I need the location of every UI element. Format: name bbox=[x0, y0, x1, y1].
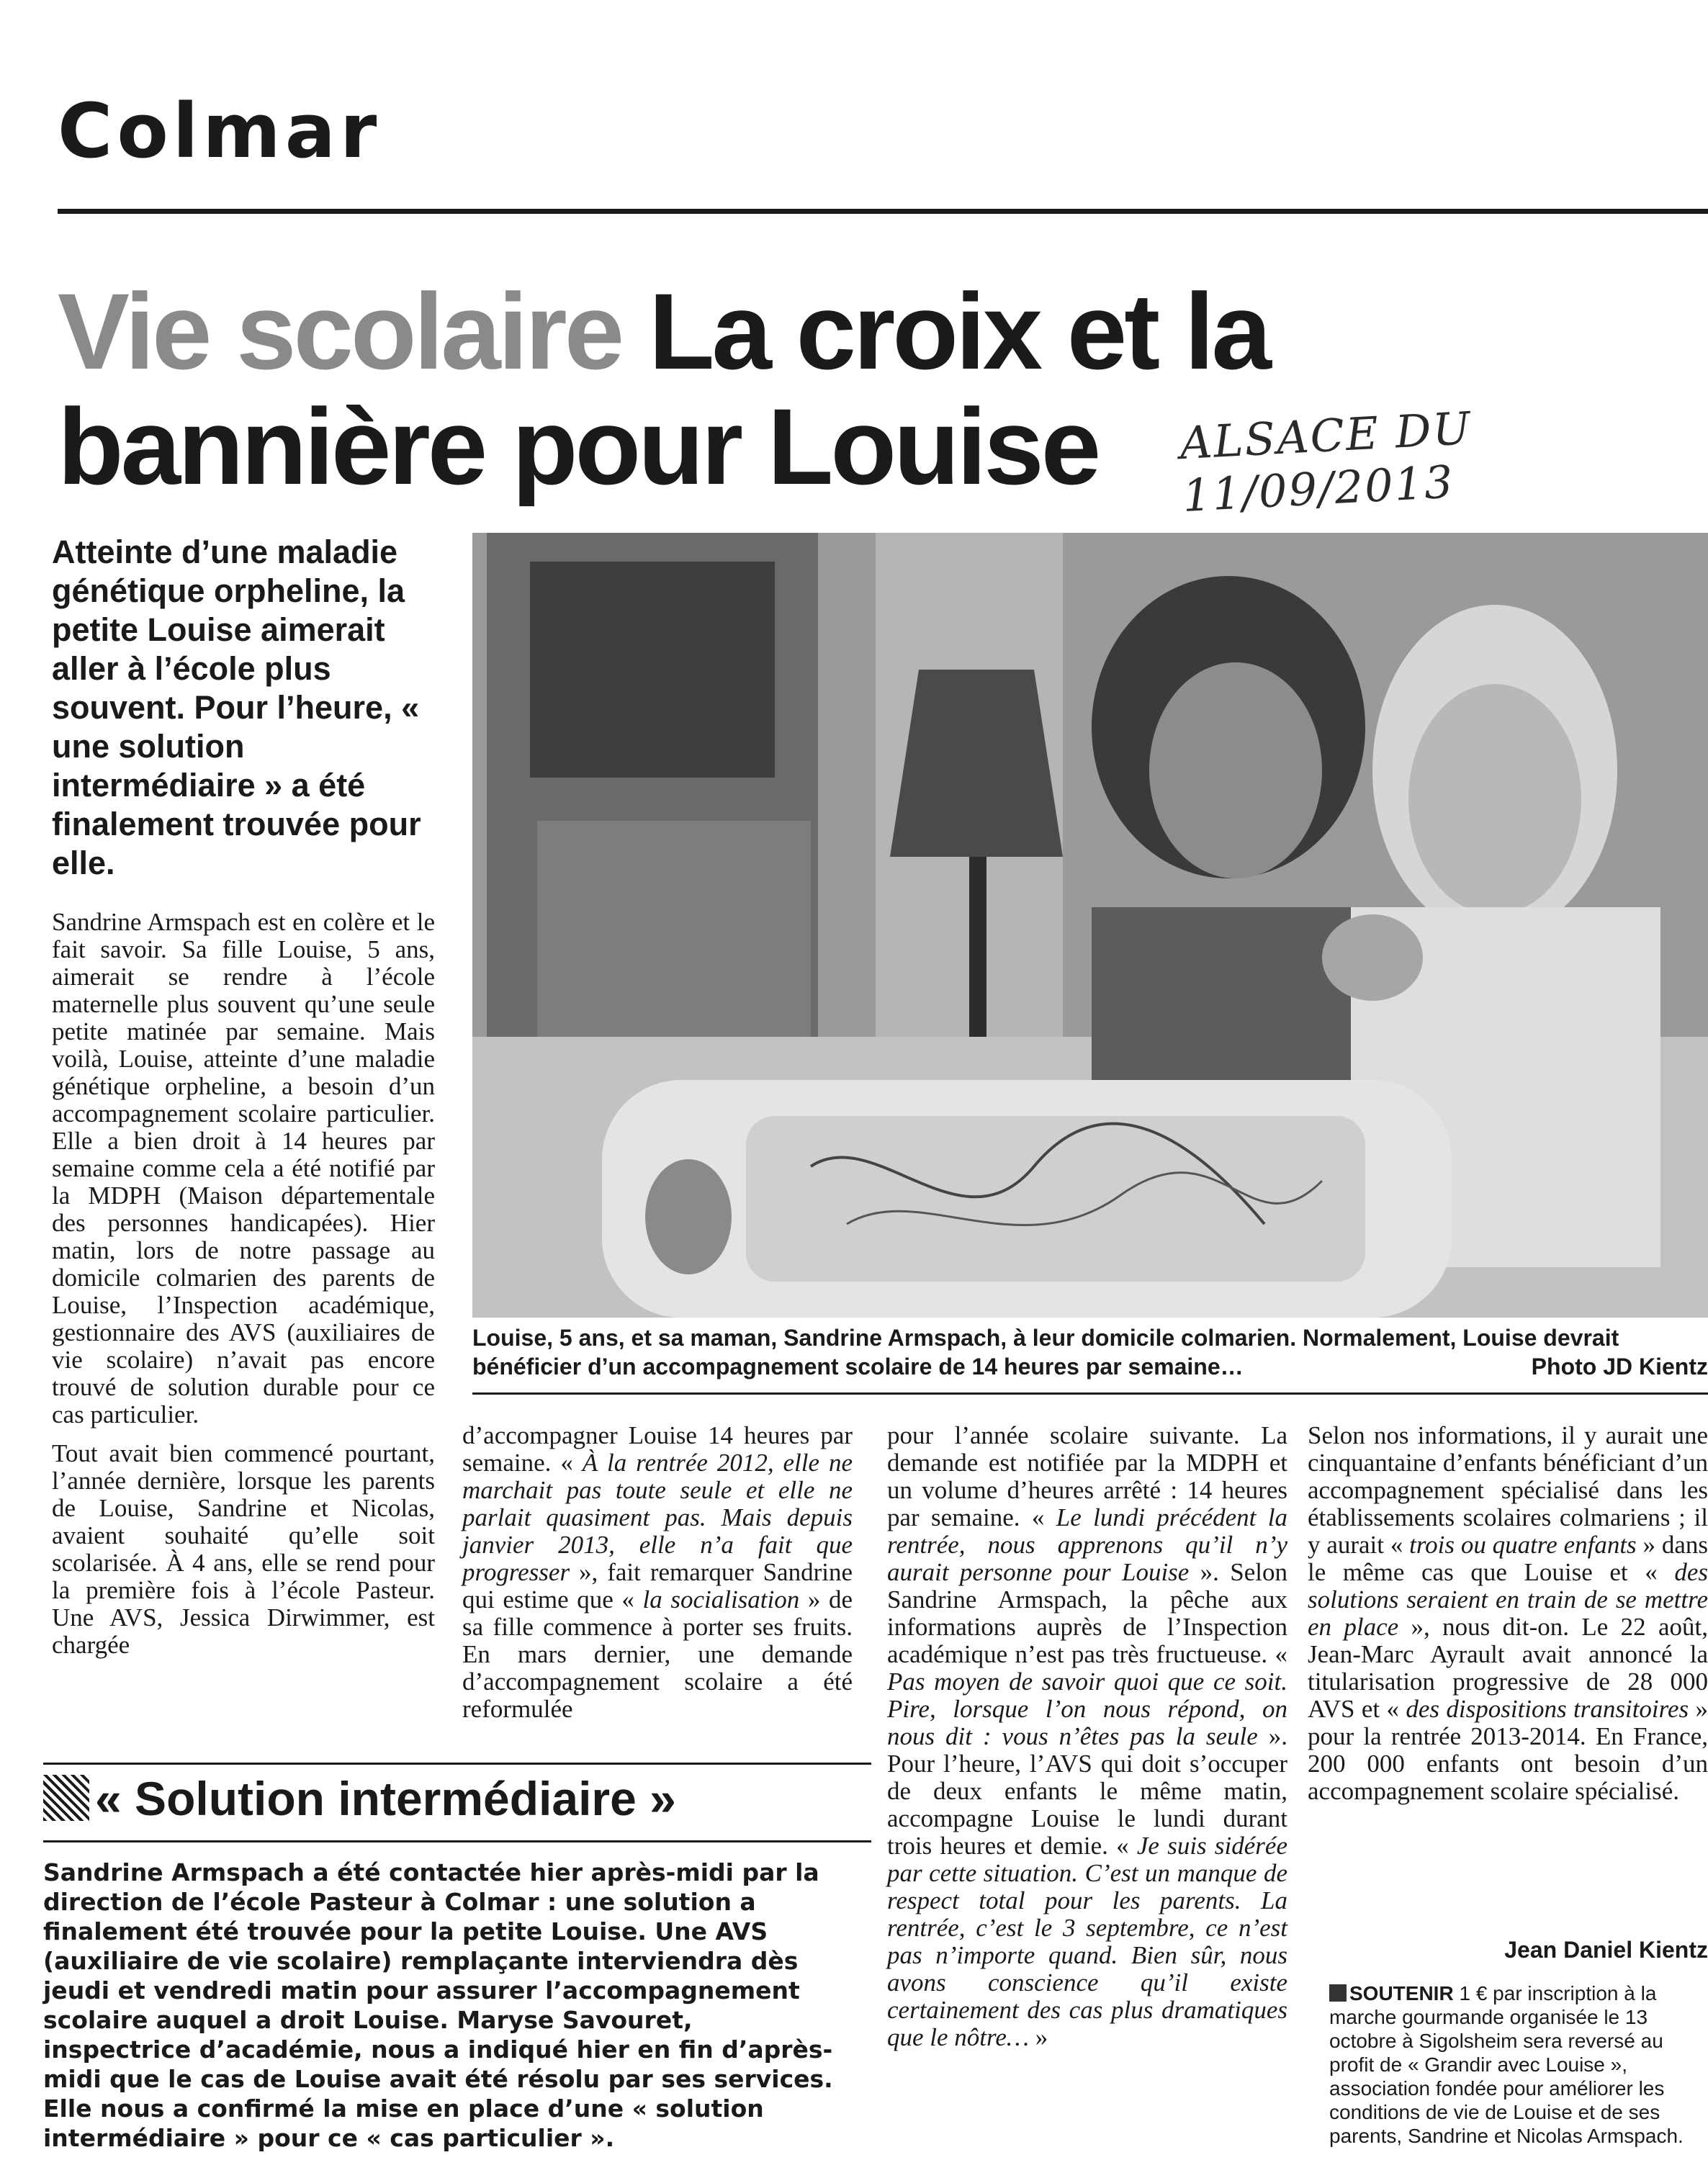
paragraph: pour l’année scolaire suivante. La demande est notifiée par la MDPH et un volume d’heures arrêté : 14 heures par semaine. « Le lundi précédent la rentrée, nous apprenons qu’il n’y aurait personne pour Louise ». Selon Sandrine Armspach, la pêche aux informations auprès de l’Inspection académique n’est pas très fructueuse. « Pas moyen de savoir quoi que ce soit. Pire, lorsque l’on nous répond, on nous dit : vous n’êtes pas la seule ». Pour l’heure, l’AVS qui doit s’occuper de deux enfants le même matin, accompagne Louise le lundi durant trois heures et demie. « Je suis sidérée par cette situation. C’est un manque de respect total pour les parents. La rentrée, c’est le 3 septembre, ce n’est pas n’importe quand. Bien sûr, nous avons conscience qu’il existe certainement des cas plus dramatiques que le nôtre… » bbox=[887, 1421, 1288, 2051]
article-column-3 bbox=[887, 1422, 1287, 2063]
author-signature: Jean Daniel Kientz bbox=[1504, 1937, 1708, 1963]
quote: Pas moyen de savoir quoi que ce soit. Pire, lorsque l’on nous répond, on nous dit : vous n’êtes pas la seule bbox=[887, 1668, 1287, 1750]
article-column-4 bbox=[1308, 1422, 1708, 1817]
quote: des solutions seraient en train de se mettre en place bbox=[1308, 1558, 1708, 1641]
quote: Je suis sidérée par cette situation. C’est un manque de respect total pour les parents. La rentrée, c’est le 3 septembre, ce n’est pas n’importe quand. Bien sûr, nous avons conscience qu’il existe certainement des cas plus dramatiques que le nôtre… bbox=[887, 1832, 1287, 2051]
quote: À la rentrée 2012, elle ne marchait pas toute seule et elle ne parlait quasiment pas. Mais depuis janvier 2013, elle n’a fait que progresser bbox=[462, 1449, 853, 1586]
photo-caption-text: Louise, 5 ans, et sa maman, Sandrine Armspach, à leur domicile colmarien. Normalement, Louise devrait bénéficier d’un accompagnement scolaire de 14 heures par semaine… bbox=[472, 1325, 1619, 1380]
hatch-bullet-icon bbox=[43, 1775, 89, 1821]
box-top-rule bbox=[43, 1763, 871, 1765]
box-title: « Solution intermédiaire » bbox=[95, 1772, 676, 1825]
section-title: Colmar bbox=[58, 87, 382, 175]
paragraph: Tout avait bien commencé pourtant, l’année dernière, lorsque les parents de Louise, Sandrine et Nicolas, avaient souhaité qu’elle soit scolarisée. À 4 ans, elle se rend pour la première fois à l’école Pasteur. Une AVS, Jessica Dirwimmer, est chargée bbox=[52, 1439, 435, 1659]
lead-paragraph: Atteinte d’une maladie génétique orpheline, la petite Louise aimerait aller à l’école plus souvent. Pour l’heure, « une solution intermédiaire » a été finalement trouvée pour elle. bbox=[52, 534, 421, 881]
support-note bbox=[1329, 1981, 1708, 2148]
support-label: SOUTENIR bbox=[1349, 1982, 1454, 2004]
quote: trois ou quatre enfants bbox=[1409, 1531, 1637, 1559]
quote: des dispositions transitoires bbox=[1406, 1695, 1689, 1723]
headline-kicker: Vie scolaire bbox=[58, 271, 622, 392]
article-photo bbox=[472, 533, 1708, 1318]
handwritten-date-note: ALSACE DU 11/09/2013 bbox=[1178, 402, 1473, 523]
article-column-2 bbox=[462, 1422, 853, 1734]
paragraph: Sandrine Armspach est en colère et le fait savoir. Sa fille Louise, 5 ans, aimerait se rendre à l’école maternelle plus souvent qu’une seule petite matinée par semaine. Mais voilà, Louise, atteinte d’une maladie génétique orpheline, a besoin d’un accompagnement scolaire particulier. Elle a bien droit à 14 heures par semaine comme cela a été notifié par la MDPH (Maison départementale des personnes handicapées). Hier matin, lors de notre passage au domicile colmarien des parents de Louise, l’Inspection académique, gestionnaire des AVS (auxiliaires de vie scolaire) n’avait pas encore trouvé de solution durable pour ce cas particulier. bbox=[52, 908, 435, 1428]
support-text: 1 € par inscription à la marche gourmande organisée le 13 octobre à Sigolsheim sera reversé au profit de « Grandir avec Louise », association fondée pour améliorer les conditions de vie de Louise et de ses parents, Sandrine et Nicolas Armspach. bbox=[1329, 1982, 1684, 2147]
article-column-1 bbox=[52, 909, 435, 1670]
photo-credit: Photo JD Kientz bbox=[1531, 1354, 1708, 1380]
quote: Le lundi précédent la rentrée, nous apprenons qu’il n’y aurait personne pour Louise bbox=[887, 1503, 1287, 1586]
box-title-rule bbox=[43, 1840, 871, 1842]
quote: la socialisation bbox=[642, 1585, 800, 1614]
square-bullet-icon bbox=[1329, 1984, 1347, 2002]
photo-illustration bbox=[472, 533, 1708, 1318]
headline-title: La croix et la bannière pour Louise bbox=[58, 271, 1269, 507]
paragraph: Selon nos informations, il y aurait une cinquantaine d’enfants bénéficiant d’un accompagnement spécialisé dans les établissements scolaires colmariens ; il y aurait « trois ou quatre enfants » dans le même cas que Louise et « des solutions seraient en train de se mettre en place », nous dit-on. Le 22 août, Jean-Marc Ayrault avait annoncé la titularisation progressive de 28 000 AVS et « des dispositions transitoires » pour la rentrée 2013-2014. En France, 200 000 enfants ont besoin d’un accompagnement scolaire spécialisé. bbox=[1308, 1421, 1708, 1805]
paragraph: d’accompagner Louise 14 heures par semaine. « À la rentrée 2012, elle ne marchait pas toute seule et elle ne parlait quasiment pas. Mais depuis janvier 2013, elle n’a fait que progresser », fait remarquer Sandrine qui estime que « la socialisation » de sa fille commence à porter ses fruits. En mars dernier, une demande d’accompagnement scolaire a été reformulée bbox=[462, 1421, 853, 1723]
caption-rule bbox=[472, 1392, 1708, 1395]
box-text: Sandrine Armspach a été contactée hier après-midi par la direction de l’école Pasteur à Colmar : une solution a finalement été trouvée pour la petite Louise. Une AVS (auxiliaire de vie scolaire) remplaçante interviendra dès jeudi et vendredi matin pour assurer l’accompagnement scolaire auquel a droit Louise. Maryse Savouret, inspectrice d’académie, nous a indiqué hier en fin d’après-midi que le cas de Louise avait été résolu par ses services. Elle nous a confirmé la mise en place d’une « solution intermédiaire » pour ce « cas particulier ». bbox=[43, 1858, 833, 2152]
section-rule bbox=[58, 209, 1708, 214]
photo-caption bbox=[472, 1323, 1708, 1381]
